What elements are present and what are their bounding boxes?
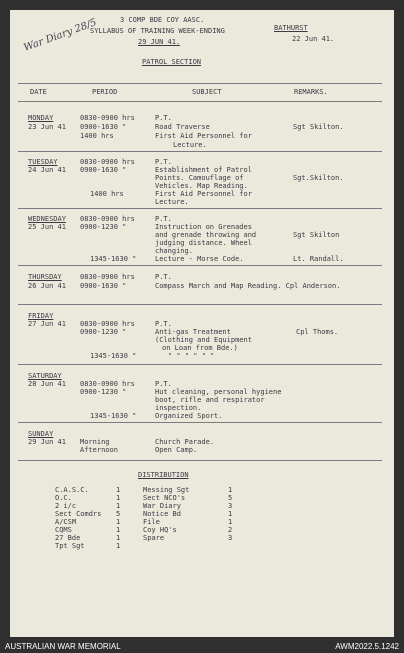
day-date: 27 Jun 41: [28, 320, 66, 328]
distribution-qty: 1: [228, 486, 233, 494]
row-divider: [18, 265, 382, 266]
day-date: 23 Jun 41: [28, 123, 66, 131]
period: Morning: [80, 438, 110, 446]
subject: " " " " " ": [168, 352, 215, 360]
subject: Points. Camouflage of: [155, 174, 244, 182]
distribution-name: Sect Comdrs: [55, 510, 102, 518]
subject: P.T.: [155, 215, 172, 223]
distribution-name: Coy HQ's: [143, 526, 177, 534]
distribution-name: 27 Bde: [55, 534, 81, 542]
distribution-qty: 1: [116, 526, 121, 534]
subject: Lecture.: [173, 141, 207, 149]
period: 1345-1630 ": [90, 352, 137, 360]
day-name: SUNDAY: [28, 430, 54, 438]
distribution-qty: 1: [116, 542, 121, 550]
day-date: 24 Jun 41: [28, 166, 66, 174]
column-subject: SUBJECT: [192, 88, 222, 96]
week-ending-date: 29 JUN 41.: [138, 38, 181, 46]
day-date: 26 Jun 41: [28, 282, 66, 290]
subject: Road Traverse: [155, 123, 210, 131]
period: Afternoon: [80, 446, 118, 454]
period: 1345-1630 ": [90, 255, 137, 263]
distribution-qty: 1: [116, 518, 121, 526]
period: 0900-1230 ": [80, 328, 127, 336]
row-divider: [18, 364, 382, 365]
subject: (Clothing and Equipment: [155, 336, 252, 344]
subject: P.T.: [155, 273, 172, 281]
distribution-qty: 1: [116, 494, 121, 502]
distribution-qty: 2: [228, 526, 233, 534]
subject: Vehicles. Map Reading.: [155, 182, 248, 190]
subject: Church Parade.: [155, 438, 215, 446]
distribution-qty: 1: [116, 534, 121, 542]
distribution-qty: 5: [116, 510, 121, 518]
document-title: SYLLABUS OF TRAINING WEEK-ENDING: [90, 27, 225, 35]
period: 0830-0900 hrs: [80, 114, 135, 122]
day-name: WEDNESDAY: [28, 215, 66, 223]
remark: Sgt Skilton: [293, 231, 340, 239]
distribution-name: A/CSM: [55, 518, 77, 526]
remark: Lt. Randall.: [293, 255, 344, 263]
subject: Organized Sport.: [155, 412, 223, 420]
subject: P.T.: [155, 380, 172, 388]
distribution-name: C.A.S.C.: [55, 486, 89, 494]
footer-bar: [0, 640, 404, 653]
subject: Establishment of Patrol: [155, 166, 252, 174]
distribution-qty: 1: [228, 518, 233, 526]
column-period: PERIOD: [92, 88, 118, 96]
subject: P.T.: [155, 114, 172, 122]
distribution-name: Notice Bd: [143, 510, 181, 518]
subject: Lecture.: [155, 198, 189, 206]
footer-source: AUSTRALIAN WAR MEMORIAL: [5, 642, 121, 651]
column-remarks: REMARKS.: [294, 88, 328, 96]
document-page: [10, 10, 394, 637]
distribution-name: Sect NCO's: [143, 494, 186, 502]
row-divider: [18, 304, 382, 305]
day-name: TUESDAY: [28, 158, 58, 166]
row-divider: [18, 422, 382, 423]
period: 0830-0900 hrs: [80, 320, 135, 328]
subject: First Aid Personnel for: [155, 132, 252, 140]
subject: inspection.: [155, 404, 202, 412]
period: 0830-0900 hrs: [80, 158, 135, 166]
remark: Sgt Skilton.: [293, 123, 344, 131]
period: 0830-0900 hrs: [80, 273, 135, 281]
distribution-name: O.C.: [55, 494, 72, 502]
unit-name: 3 COMP BDE COY AASC.: [120, 16, 205, 24]
distribution-name: Tpt Sgt: [55, 542, 85, 550]
handwritten-annotation: War Diary 28/5: [22, 17, 99, 54]
subject: boot, rifle and respirator: [155, 396, 265, 404]
day-name: MONDAY: [28, 114, 54, 122]
subject: Open Camp.: [155, 446, 198, 454]
distribution-name: CQMS: [55, 526, 72, 534]
period: 0900-1230 ": [80, 388, 127, 396]
subject: and grenade throwing and: [155, 231, 257, 239]
day-date: 29 Jun 41: [28, 438, 66, 446]
day-name: SATURDAY: [28, 372, 62, 380]
day-date: 25 Jun 41: [28, 223, 66, 231]
issue-date: 22 Jun 41.: [292, 35, 335, 43]
distribution-qty: 3: [228, 502, 233, 510]
distribution-name: War Diary: [143, 502, 181, 510]
distribution-qty: 1: [228, 510, 233, 518]
period: 1400 hrs: [80, 132, 114, 140]
period: 1400 hrs: [90, 190, 124, 198]
distribution-qty: 5: [228, 494, 233, 502]
remark: Sgt.Skilton.: [293, 174, 344, 182]
subject: Anti-gas Treatment: [155, 328, 231, 336]
period: 0830-0900 hrs: [80, 380, 135, 388]
distribution-name: Messing Sgt: [143, 486, 190, 494]
subject: Compass March and Map Reading. Cpl Anderson.: [155, 282, 341, 290]
period: 0900-1630 ": [80, 166, 127, 174]
section-title: PATROL SECTION: [142, 58, 202, 66]
row-divider: [18, 460, 382, 461]
subject: Instruction on Grenades: [155, 223, 252, 231]
period: 0900-1230 ": [80, 223, 127, 231]
day-name: FRIDAY: [28, 312, 54, 320]
row-divider: [18, 151, 382, 152]
distribution-name: Spare: [143, 534, 165, 542]
distribution-qty: 3: [228, 534, 233, 542]
subject: P.T.: [155, 320, 172, 328]
period: 1345-1630 ": [90, 412, 137, 420]
column-date: DATE: [30, 88, 47, 96]
subject: P.T.: [155, 158, 172, 166]
subject: Hut cleaning, personal hygiene: [155, 388, 282, 396]
footer-accession-number: AWM2022.5.1242: [335, 642, 399, 651]
distribution-qty: 1: [116, 502, 121, 510]
day-date: 28 Jun 41: [28, 380, 66, 388]
subject: on Loan from Bde.): [162, 344, 238, 352]
distribution-name: 2 i/c: [55, 502, 77, 510]
distribution-title: DISTRIBUTION: [138, 471, 189, 479]
period: 0900-1630 ": [80, 123, 127, 131]
distribution-name: File: [143, 518, 160, 526]
remark: Cpl Thoms.: [296, 328, 339, 336]
subject: changing.: [155, 247, 193, 255]
period: 0900-1630 ": [80, 282, 127, 290]
header-rule-top: [18, 83, 382, 84]
period: 0830-0900 hrs: [80, 215, 135, 223]
distribution-qty: 1: [116, 486, 121, 494]
header-rule-bottom: [18, 101, 382, 102]
row-divider: [18, 208, 382, 209]
location: BATHURST: [274, 24, 308, 32]
subject: First Aid Personnel for: [155, 190, 252, 198]
subject: judging distance. Wheel: [155, 239, 252, 247]
day-name: THURSDAY: [28, 273, 62, 281]
subject: Lecture - Morse Code.: [155, 255, 244, 263]
